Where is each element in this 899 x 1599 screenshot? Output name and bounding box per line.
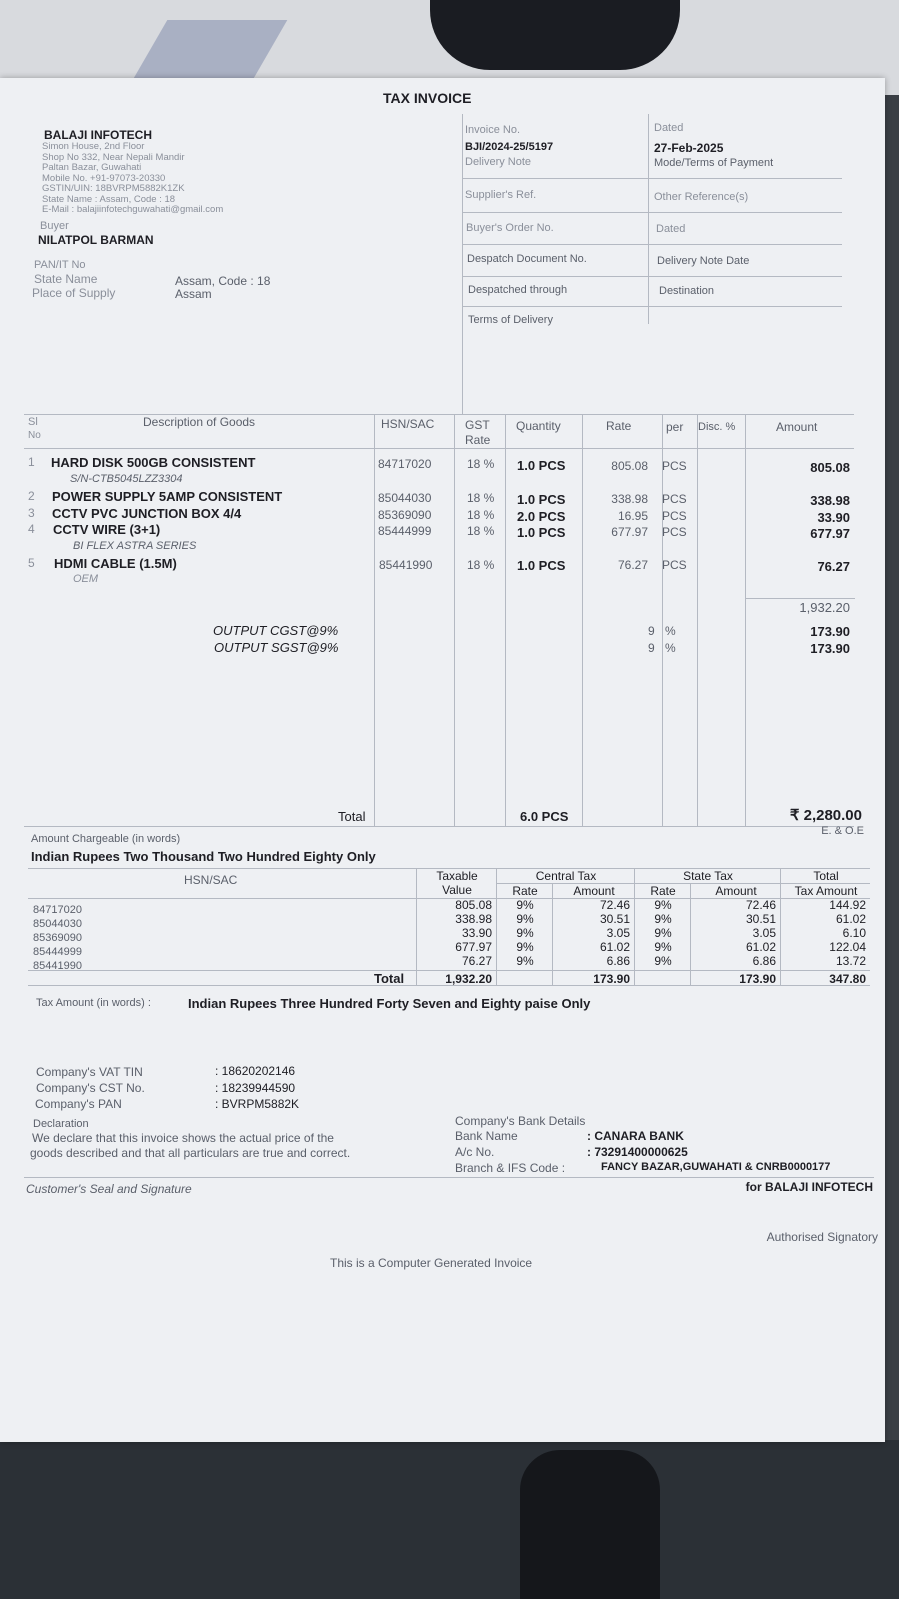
seller-name: BALAJI INFOTECH [44, 128, 152, 142]
divider [24, 1177, 874, 1178]
col-quantity: Quantity [516, 419, 561, 433]
item-description: POWER SUPPLY 5AMP CONSISTENT [52, 489, 283, 504]
sgst-amount: 173.90 [810, 641, 850, 656]
divider [462, 212, 842, 213]
delivery-note-label: Delivery Note [465, 156, 532, 168]
divider [697, 414, 698, 826]
eoe: E. & O.E [821, 825, 864, 837]
item-description: HDMI CABLE (1.5M) [54, 556, 177, 571]
col-description: Description of Goods [143, 415, 256, 429]
bank-name: : CANARA BANK [587, 1129, 684, 1143]
divider [780, 868, 781, 985]
divider [462, 244, 842, 245]
divider [24, 448, 854, 449]
state-value: Assam, Code : 18 [175, 274, 271, 288]
vat-value: : 18620202146 [215, 1064, 296, 1078]
col-no: No [28, 430, 41, 441]
invoice-no: BJI/2024-25/5197 [465, 141, 554, 153]
background-bottom [0, 1440, 899, 1599]
branch-value: FANCY BAZAR,GUWAHATI & CNRB0000177 [601, 1161, 831, 1173]
col-hsn: HSN/SAC [381, 417, 435, 431]
mode-terms-label: Mode/Terms of Payment [654, 157, 774, 169]
tax-col-value: Value [442, 883, 472, 897]
divider [462, 306, 842, 307]
item-description: HARD DISK 500GB CONSISTENT [51, 455, 256, 470]
total-qty: 6.0 PCS [520, 809, 569, 824]
vat-label: Company's VAT TIN [36, 1065, 143, 1079]
destination-label: Destination [659, 285, 715, 297]
buyer-name: NILATPOL BARMAN [38, 233, 154, 247]
col-amount: Amount [776, 420, 818, 434]
total-amount: ₹ 2,280.00 [789, 807, 862, 824]
col-gst-rate: Rate [465, 433, 491, 447]
divider [462, 114, 463, 414]
total-label: Total [338, 809, 366, 824]
amount-in-words: Indian Rupees Two Thousand Two Hundred Eighty Only [31, 849, 376, 864]
tax-col-crate: Rate [512, 884, 538, 898]
item-subtitle: OEM [73, 573, 99, 585]
seller-address: Simon House, 2nd Floor Shop No 332, Near Nepali Mandir Paltan Bazar, Guwahati Mobile No. +91-97073-20330 GSTIN/UIN: 18BVRPM5882K1ZK State Name : Assam, Code : 18 E-Mail : balajiinfotechguwahati@gmail.com [42, 141, 224, 215]
place-value: Assam [175, 287, 212, 301]
divider [745, 414, 746, 826]
cgst-amount: 173.90 [810, 624, 850, 639]
divider [690, 883, 691, 985]
divider [648, 114, 649, 324]
invoice-date: 27-Feb-2025 [654, 141, 724, 155]
divider [28, 970, 870, 971]
dated-label: Dated [654, 122, 684, 134]
col-per: per [666, 420, 684, 434]
for-company: for BALAJI INFOTECH [745, 1180, 873, 1194]
pan-label: PAN/IT No [34, 259, 86, 271]
item-subtitle: BI FLEX ASTRA SERIES [73, 540, 197, 552]
sgst-label: OUTPUT SGST@9% [214, 640, 339, 655]
divider [374, 414, 375, 826]
tax-col-tax-amount: Tax Amount [794, 884, 858, 898]
cgst-label: OUTPUT CGST@9% [213, 623, 339, 638]
tax-col-camount: Amount [573, 884, 615, 898]
bank-title: Company's Bank Details [455, 1114, 586, 1128]
tax-col-srate: Rate [650, 884, 676, 898]
invoice-paper: TAX INVOICE BALAJI INFOTECH Simon House, 2nd Floor Shop No 332, Near Nepali Mandir Paltan Bazar, Guwahati Mobile No. +91-97073-20330 GSTIN/UIN: 18BVRPM5882K1ZK State Name : Assam, Code : 18 E-Mail : balajiinfotechguwahati@gmail.com Buyer NILATPOL BARMAN PAN/IT No State Name Assam, Code : 18 Place of Supply Assam Invoice No. BJI/2024-25/5197 Delivery Note Dated 27-Feb-2025 Mode/Terms of Payment Supplier's Ref. Other Reference(s) Buyer's Order No. Dated Despatch Document No. Delivery Note Date Despatched through Destination Terms of Delivery Sl No Description of Goods HSN/SAC GST Rate Quantity Rate per Disc. % Amount 1 HARD DISK 500GB CONSISTENT S/N-CTB5045LZZ3304 84717020 18 % 1.0 PCS 805.08 PCS 805.08 2 POWER SUPPLY 5AMP CONSISTENT 85044030 18 % 1.0 PCS 338.98 PCS 338.98 3 CCTV PVC JUNCTION BOX 4/4 85369090 18 % 2.0 PCS 16.95 PCS 33.90 4 CCTV WIRE (3+1) BI FLEX ASTRA SERIES 85444999 18 % 1.0 PCS 677.97 PCS 677.97 5 HDMI CABLE (1.5M) OEM 85441990 18 % 1.0 PCS 76.27 PCS 76.27 1,932.20 OUTPUT CGST@9% 9 % 173.90 OUTPUT SGST@9% 9 % 173.90 Total 6.0 PCS ₹ 2,280.00 E. & O.E Amount Chargeable (in words) Indian Rupees Two Thousand Two Hundred Eighty Only HSN/SAC Taxable Value Central Tax Rate Amount State Tax Rate Amount Total Tax Amount 84717020 805.08 9% 72.46 9% 72.46 144.92 85044030 338.98 9% 30.51 9% 30.51 61.02 85369090 33.90 9% 3.05 9% 3.05 6.10 85444999 677.97 9% 61.02 9% 61.02 122.04 85441990 76.27 9% 6.86 9% 6.86 13.72 Total 1,932.20 173.90 173.90 347.80 Tax Amount (in words) : Indian Rupees Three Hundred Forty Seven and Eighty paise Only Company's VAT TIN : 18620202146 Company's CST No. : 18239944590 Company's PAN : BVRPM5882K Declaration We declare that this invoice shows the actual price of the goods described and that all particulars are true and correct. Company's Bank Details Bank Name : CANARA BANK A/c No. : 73291400000625 Branch & IFS Code : FANCY BAZAR,GUWAHATI & CNRB0000177 Customer's Seal and Signature for BALAJI INFOTECH Authorised Signatory This is a Computer Generated Invoice [0, 78, 885, 1442]
col-sl: Sl [28, 416, 38, 428]
other-refs-label: Other Reference(s) [654, 191, 749, 203]
declaration-line2: goods described and that all particulars are true and correct. [30, 1146, 351, 1160]
place-label: Place of Supply [32, 286, 116, 300]
acc-label: A/c No. [455, 1145, 495, 1159]
divider [634, 868, 635, 985]
bank-name-label: Bank Name [455, 1129, 518, 1143]
tax-col-taxable: Taxable [436, 869, 478, 883]
background-shape-dark [430, 0, 680, 70]
acc-number: : 73291400000625 [587, 1145, 688, 1159]
item-serial: S/N-CTB5045LZZ3304 [70, 473, 183, 485]
customer-seal: Customer's Seal and Signature [26, 1182, 192, 1196]
col-rate: Rate [606, 419, 632, 433]
pan-value: : BVRPM5882K [215, 1097, 300, 1111]
tax-amount-in-words: Indian Rupees Three Hundred Forty Seven and Eighty paise Only [188, 996, 591, 1011]
invoice-title: TAX INVOICE [383, 90, 472, 106]
despatch-doc-label: Despatch Document No. [467, 253, 587, 265]
divider [454, 414, 455, 826]
divider [582, 414, 583, 826]
divider [462, 276, 842, 277]
divider [745, 598, 855, 599]
background-object [520, 1450, 660, 1599]
declaration-line1: We declare that this invoice shows the actual price of the [32, 1131, 334, 1145]
despatched-through-label: Despatched through [468, 284, 568, 296]
tax-col-total: Total [813, 869, 839, 883]
divider [496, 868, 497, 985]
divider [24, 826, 854, 827]
divider [662, 414, 663, 826]
subtotal: 1,932.20 [799, 600, 850, 615]
pan-label: Company's PAN [35, 1097, 122, 1111]
tax-col-hsn: HSN/SAC [184, 873, 238, 887]
tax-col-central: Central Tax [535, 869, 597, 883]
divider [462, 178, 842, 179]
buyers-order-label: Buyer's Order No. [466, 222, 554, 234]
divider [416, 868, 417, 985]
cst-value: : 18239944590 [215, 1081, 296, 1095]
tax-words-label: Tax Amount (in words) : [36, 997, 151, 1009]
item-description: CCTV WIRE (3+1) [53, 522, 161, 537]
tax-col-state: State Tax [683, 869, 733, 883]
branch-label: Branch & IFS Code : [455, 1161, 566, 1175]
state-label: State Name [34, 272, 98, 286]
suppliers-ref-label: Supplier's Ref. [465, 189, 537, 201]
words-label: Amount Chargeable (in words) [31, 833, 181, 845]
buyer-label: Buyer [40, 220, 69, 232]
cst-label: Company's CST No. [36, 1081, 145, 1095]
authorised-signatory: Authorised Signatory [766, 1230, 878, 1244]
tax-col-samount: Amount [715, 884, 757, 898]
col-disc: Disc. % [698, 421, 736, 433]
declaration-label: Declaration [33, 1118, 89, 1130]
item-description: CCTV PVC JUNCTION BOX 4/4 [52, 506, 242, 521]
footer-note: This is a Computer Generated Invoice [330, 1256, 533, 1270]
col-gst: GST [465, 418, 490, 432]
divider [505, 414, 506, 826]
divider [552, 883, 553, 985]
terms-delivery-label: Terms of Delivery [468, 314, 553, 326]
dated2-label: Dated [656, 223, 686, 235]
invoice-no-label: Invoice No. [465, 124, 521, 136]
delivery-note-date-label: Delivery Note Date [657, 255, 750, 267]
